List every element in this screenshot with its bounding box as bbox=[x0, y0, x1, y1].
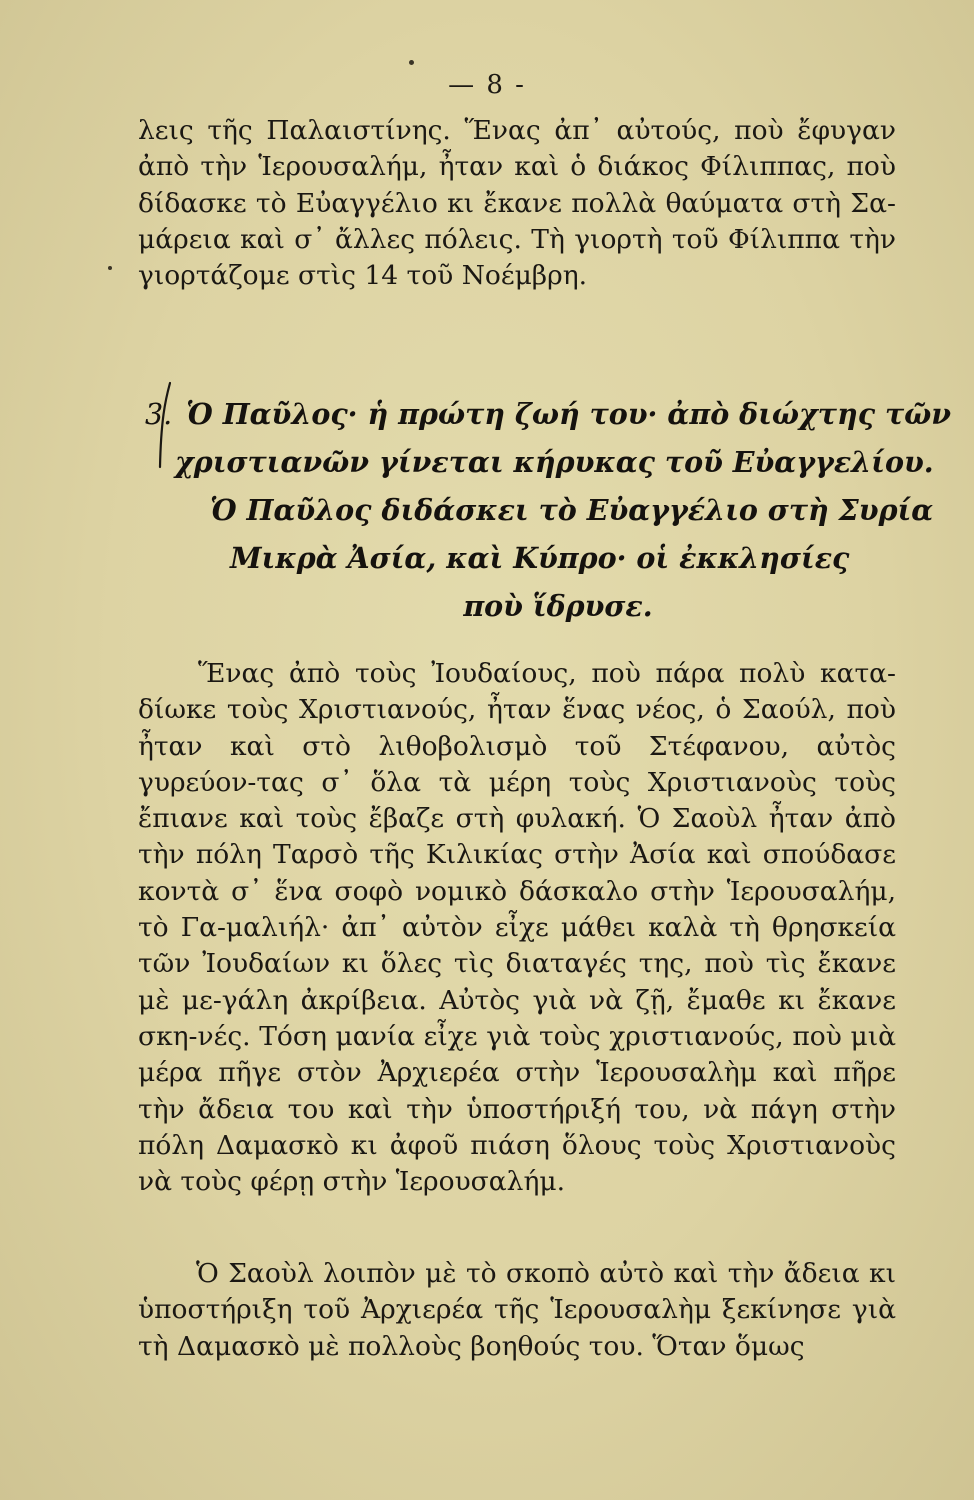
heading-line-1 bbox=[145, 397, 951, 431]
section-number: 3. bbox=[145, 398, 173, 431]
body-paragraph-2: Ὁ Σαοὺλ λοιπὸν μὲ τὸ σκοπὸ αὐτὸ καὶ τὴν ἄδεια κι ὑποστήριξη τοῦ Ἀρχιερέα τῆς Ἱερουσαλὴμ ξεκίνησε γιὰ τὴ Δαμασκὸ μὲ πολλοὺς βοηθούς του. Ὅταν ὅμως bbox=[138, 1258, 896, 1362]
body-paragraph-1: Ἕνας ἀπὸ τοὺς Ἰουδαίους, ποὺ πάρα πολὺ κατα-δίωκε τοὺς Χριστιανούς, ἦταν ἕνας νέος, ὁ Σαούλ, ποὺ ἦταν καὶ στὸ λιθοβολισμὸ τοῦ Στέφανου, αὐτὸς γυρεύον-τας σ᾽ ὅλα τὰ μέρη τοὺς Χριστιανοὺς τοὺς ἔπιανε καὶ τοὺς ἔβαζε στὴ φυλακή. Ὁ Σαοὺλ ἦταν ἀπὸ τὴν πόλη Ταρσὸ τῆς Κιλικίας στὴν Ἀσία καὶ σπούδασε κοντὰ σ᾽ ἕνα σοφὸ νομικὸ δάσκαλο στὴν Ἱερουσαλήμ, τὸ Γα-μαλιήλ· ἀπ᾽ αὐτὸν εἶχε μάθει καλὰ τὴ θρησκεία τῶν Ἰουδαίων κι ὅλες τὶς διαταγές της, ποὺ τὶς ἔκανε μὲ με-γάλη ἀκρίβεια. Αὐτὸς γιὰ νὰ ζῇ, ἔμαθε κι ἔκανε σκη-νές. Τόση μανία εἶχε γιὰ τοὺς χριστιανούς, ποὺ μιὰ μέρα πῆγε στὸν Ἀρχιερέα στὴν Ἱερουσαλὴμ καὶ πῆρε τὴν ἄδεια του καὶ τὴν ὑποστήριξή του, νὰ πάγη στὴν πόλη Δαμασκὸ κι ἀφοῦ πιάση ὅλους τοὺς Χριστιανοὺς νὰ τοὺς φέρῃ στὴν Ἱερουσαλήμ. bbox=[138, 658, 896, 1198]
heading-line-2: χριστιανῶν γίνεται κήρυκας τοῦ Εὐαγγελίου. bbox=[175, 445, 934, 479]
ink-speck bbox=[409, 60, 414, 65]
page-number: — 8 - bbox=[448, 70, 526, 100]
intro-line: μάρεια καὶ σ᾽ ἄλλες πόλεις. Τὴ γιορτὴ τοῦ Φίλιππα τὴν bbox=[138, 223, 896, 255]
intro-line: λεις τῆς Παλαιστίνης. Ἕνας ἀπ᾽ αὐτούς, ποὺ ἔφυγαν bbox=[138, 115, 896, 146]
intro-text bbox=[138, 113, 896, 294]
intro-line: ἀπὸ τὴν Ἱερουσαλήμ, ἦταν καὶ ὁ διάκος Φίλιππας, ποὺ bbox=[138, 151, 896, 183]
heading-line-3: Ὁ Παῦλος διδάσκει τὸ Εὐαγγέλιο στὴ Συρία bbox=[210, 493, 934, 527]
heading-line-4: Μικρὰ Ἀσία, καὶ Κύπρο· οἱ ἐκκλησίες bbox=[230, 541, 850, 575]
intro-line: γιορτάζομε στὶς 14 τοῦ Νοέμβρη. bbox=[138, 260, 587, 292]
heading-text: Ὁ Παῦλος· ἡ πρώτη ζωή του· ἀπὸ διώχτης τῶν bbox=[186, 397, 952, 431]
ink-speck bbox=[108, 266, 112, 270]
intro-line: δίδασκε τὸ Εὐαγγέλιο κι ἔκανε πολλὰ θαύματα στὴ Σα- bbox=[138, 187, 896, 219]
heading-line-5: ποὺ ἵδρυσε. bbox=[463, 589, 653, 623]
